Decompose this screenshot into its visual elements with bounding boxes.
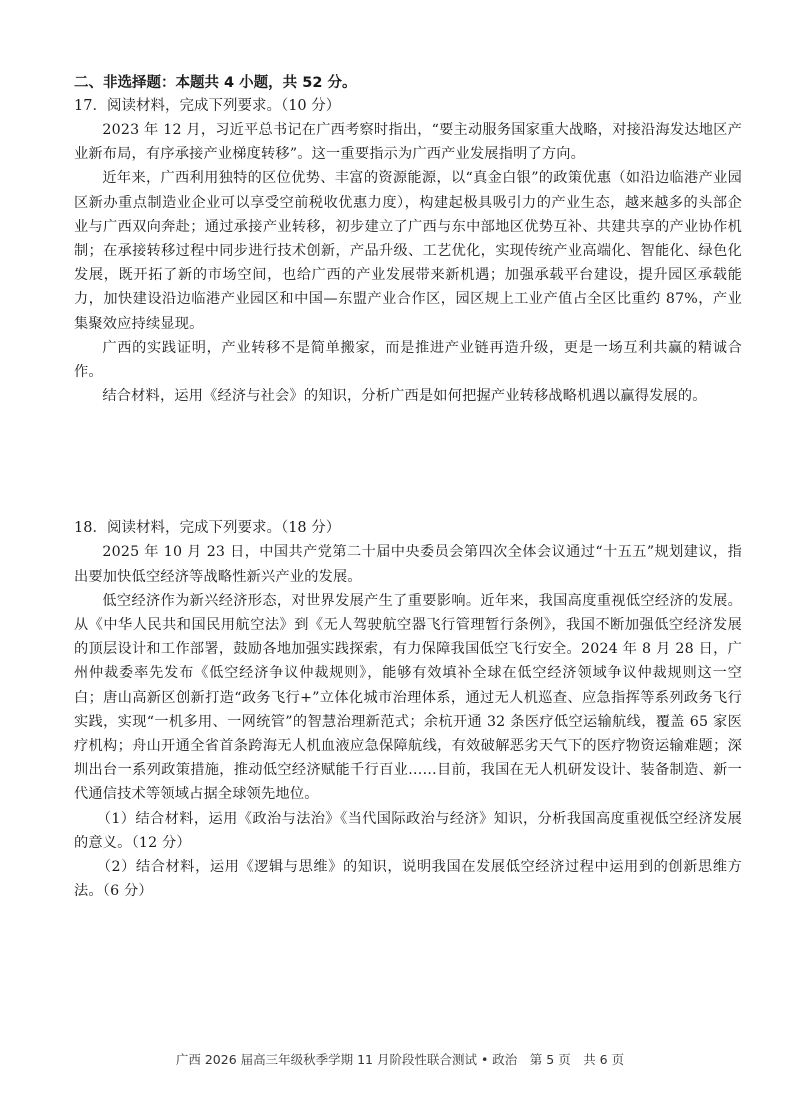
question-18-sub-1: （1）结合材料，运用《政治与法治》《当代国际政治与经济》知识，分析我国高度重视低空经济发展的意义。（12 分） <box>74 810 742 851</box>
question-17-paragraph: 近年来，广西利用独特的区位优势、丰富的资源能源，以“真金白银”的政策优惠（如沿边临港产业园区新办重点制造业企业可以享受空前税收优惠力度），构建起极具吸引力的产业生态，越来越多的头部企业与广西双向奔赴；通过承接产业转移，初步建立了广西与东中部地区优势互补、共建共享的产业协作机制；在承接转移过程中同步进行技术创新，产品升级、工艺优化，实现传统产业高端化、智能化、绿色化发展，既开拓了新的市场空间，也给广西的产业发展带来新机遇；加强承载平台建设，提升园区承载能力，加快建设沿边临港产业园区和中国—东盟产业合作区，园区规上工业产值占全区比重约 87%，产业集聚效应持续显现。 <box>74 170 742 332</box>
question-17-paragraph: 2023 年 12 月，习近平总书记在广西考察时指出，“要主动服务国家重大战略，对接沿海发达地区产业新布局，有序承接产业梯度转移”。这一重要指示为广西产业发展指明了方向。 <box>74 122 742 163</box>
exam-page <box>74 72 742 903</box>
question-18-paragraph: 2025 年 10 月 23 日，中国共产党第二十届中央委员会第四次全体会议通过“十五五”规划建议，指出要加快低空经济等战略性新兴产业的发展。 <box>74 544 742 585</box>
question-17 <box>74 94 742 408</box>
answer-space <box>74 408 742 516</box>
question-18-paragraph: 低空经济作为新兴经济形态，对世界发展产生了重要影响。近年来，我国高度重视低空经济的发展。从《中华人民共和国民用航空法》到《无人驾驶航空器飞行管理暂行条例》，我国不断加强低空经济发展的顶层设计和工作部署，鼓励各地加强实践探索，有力保障我国低空飞行安全。2024 年 8 月 28 日，广州仲裁委率先发布《低空经济争议仲裁规则》，能够有效填补全球在低空经济领域争议仲裁规则这一空白；唐山高新区创新打造“政务飞行+”立体化城市治理体系，通过无人机巡查、应急指挥等系列政务飞行实践，实现“一机多用、一网统管”的智慧治理新范式；余杭开通 32 条医疗低空运输航线，覆盖 65 家医疗机构；舟山开通全省首条跨海无人机血液应急保障航线，有效破解恶劣天气下的医疗物资运输难题；深圳出台一系列政策措施，推动低空经济赋能千行百业……目前，我国在无人机研发设计、装备制造、新一代通信技术等领域占据全球领先地位。 <box>74 592 742 803</box>
question-18-sub-2: （2）结合材料，运用《逻辑与思维》的知识，说明我国在发展低空经济过程中运用到的创新思维方法。（6 分） <box>74 859 742 900</box>
question-17-paragraph: 广西的实践证明，产业转移不是简单搬家，而是推进产业链再造升级，更是一场互利共赢的精诚合作。 <box>74 339 742 381</box>
question-17-header: 17．阅读材料，完成下列要求。（10 分） <box>74 98 341 114</box>
question-18-header: 18．阅读材料，完成下列要求。（18 分） <box>74 520 341 537</box>
question-17-prompt: 结合材料，运用《经济与社会》的知识，分析广西是如何把握产业转移战略机遇以赢得发展的。 <box>102 388 707 405</box>
question-18 <box>74 516 742 903</box>
page-footer: 广西 2026 届高三年级秋季学期 11 月阶段性联合测试 • 政治 第 5 页 共 6 页 <box>175 1052 625 1067</box>
section-title: 二、非选择题：本题共 4 小题，共 52 分。 <box>74 75 357 91</box>
